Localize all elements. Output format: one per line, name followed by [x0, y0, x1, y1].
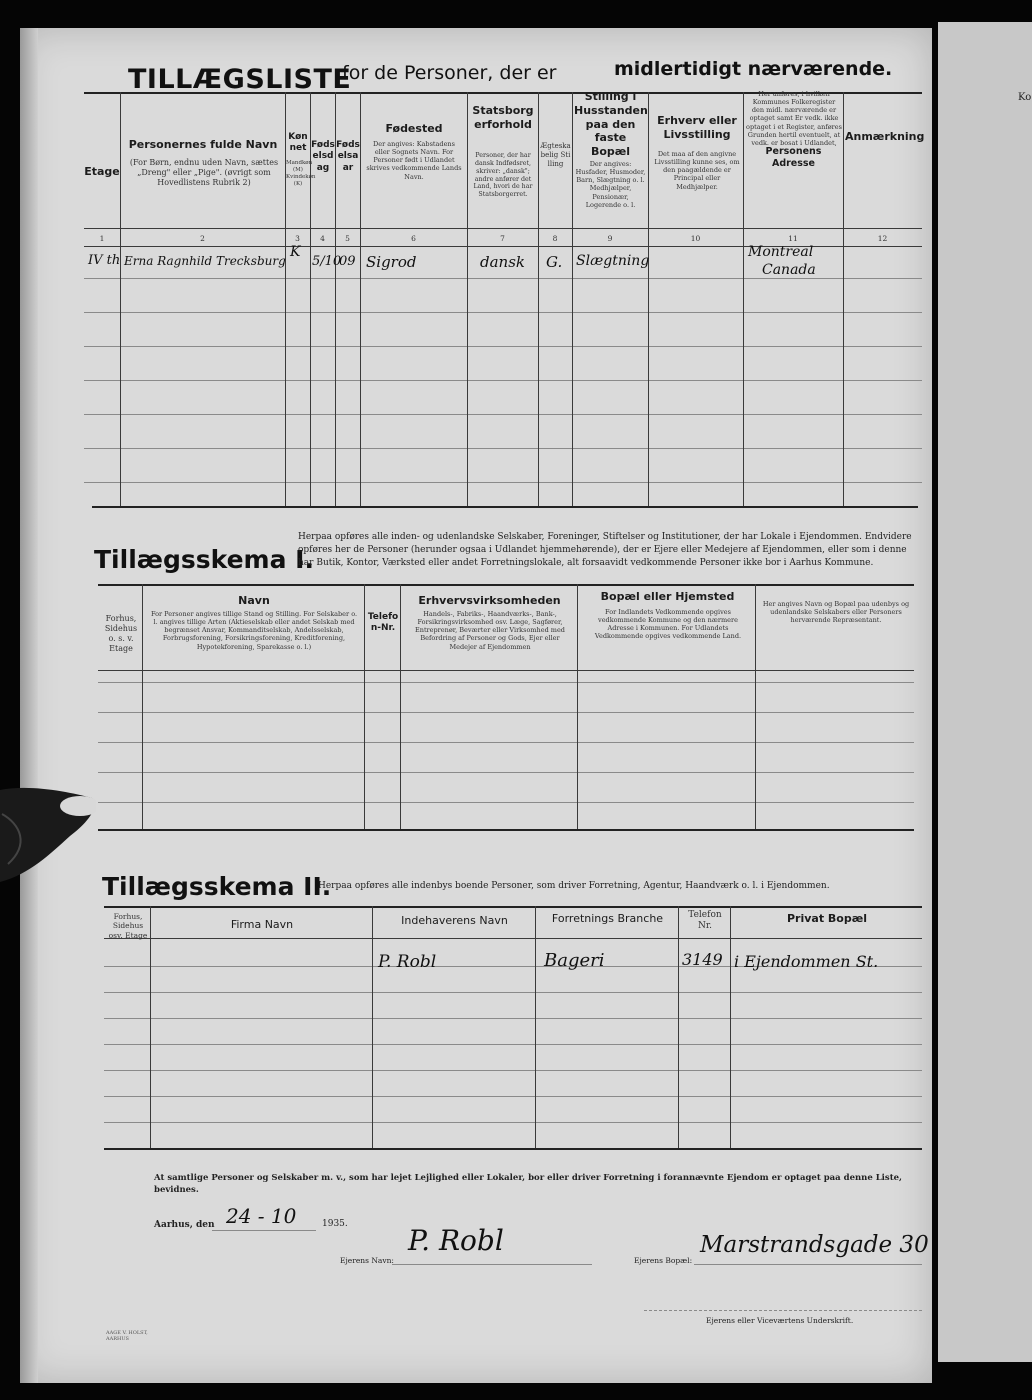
col-num-11: 11 — [788, 234, 798, 243]
col-num-9: 9 — [607, 234, 613, 243]
col-adresse-header: Personens Adresse — [765, 146, 822, 169]
skema1-col-erhverv-sub: Handels-, Fabriks-, Haandværks-, Bank-, Forsikringsvirksomhed osv. Læge, Sagfører, Entreprenør, Beværter eller Virksomhed med Befordring af Personer og Gods, Ejer eller Medejer af Ejendommen — [415, 610, 565, 651]
col-dag-header: Fødselsdag — [311, 140, 335, 173]
row-stilling: Slægtning — [576, 253, 650, 269]
skema2-row-bopael: i Ejendommen St. — [734, 952, 879, 971]
col-num-12: 12 — [877, 234, 888, 243]
date-handwritten: 24 - 10 — [226, 1204, 297, 1228]
owner-address-label: Ejerens Bopæl: — [634, 1256, 693, 1265]
skema1-intro: Herpaa opføres alle inden- og udenlandske Selskaber, Foreninger, Stiftelser og Institutioner, der har Lokale i Ejendommen. Endvidere opføres her de Personer (herunder ogsaa i Udlandet hjemmehørende), der er Ejere eller Medejere af Ejendommen, eller som i denne har Butik, Kontor, Værksted eller andet Forretningslokale, alt forsaavidt vedkommende Personer ikke bor i Aarhus Kommune. — [298, 532, 912, 569]
owner-address-handwritten: Marstrandsgade 30 — [700, 1232, 929, 1258]
col-num-5: 5 — [345, 234, 350, 243]
col-num-2: 2 — [200, 234, 205, 243]
skema1-title: Tillægsskema I. — [94, 545, 314, 574]
col-num-1: 1 — [99, 234, 105, 243]
page-title-bold: midlertidigt nærværende. — [614, 58, 893, 80]
skema2-row-branche: Bageri — [544, 950, 605, 971]
skema1-col-erhverv: Erhvervsvirksomheden — [418, 594, 561, 607]
adjacent-page-text: Ko — [1018, 92, 1032, 103]
col-erhverv-sub: Det maa af den angivne Livsstilling kunne ses, om den paagældende er Principal eller Medhjælper. — [654, 150, 740, 191]
skema1-col-bopael-sub: For Indlandets Vedkommende opgives vedkommende Kommune og den nærmere Adresse i Kommunen. For Udlandets Vedkommende opgives vedkommende Land. — [594, 608, 742, 641]
col-erhverv-header: Erhverv eller Livsstilling — [657, 114, 737, 141]
col-stilling-sub: Der angives: Husfader, Husmoder, Barn, Slægtning o. l. Medhjælper, Pensionær, Logerende o. l. — [575, 160, 646, 209]
owner-signature: P. Robl — [408, 1224, 504, 1257]
col-num-8: 8 — [552, 234, 558, 243]
row-dag: 5/10 — [312, 254, 342, 269]
col-fodested-header: Fødested — [385, 122, 443, 135]
col-navn-sub: (For Børn, endnu uden Navn, sættes „Dreng" eller „Pige". (øvrigt som Hovedlistens Rubrik 2) — [129, 158, 279, 187]
col-num-10: 10 — [690, 234, 701, 243]
skema2-col-tlf: Telefon Nr. — [688, 910, 722, 932]
col-fodested-sub: Der angives: Kabstadens eller Sognets Navn. For Personer født i Udlandet skrives vedkommende Lands Navn. — [366, 140, 462, 181]
row-adresse-line2: Canada — [762, 262, 816, 278]
row-kon: K — [290, 244, 301, 260]
row-adresse-line1: Montreal — [748, 244, 814, 260]
skema1-col-repr: Her angives Navn og Bopæl paa udenbys og udenlandske Selskabers eller Personers herværende Repræsentant. — [762, 600, 910, 625]
skema1-col-etage: Forhus, Sidehus o. s. v. Etage — [104, 614, 138, 653]
skema2-col-etage: Forhus, Sidehus osv. Etage — [108, 912, 148, 940]
col-kon-sub: Mandkøn (M) Kvindekøn (K) — [286, 160, 316, 187]
col-num-6: 6 — [411, 234, 416, 243]
skema2-col-indehaver: Indehaverens Navn — [401, 914, 508, 927]
col-etage-header: Etage — [84, 165, 120, 178]
row-etage: IV th — [88, 253, 121, 268]
city-label: Aarhus, den — [154, 1220, 215, 1230]
page-title-rest: for de Personer, der er — [342, 62, 557, 84]
skema2-row-tlf: 3149 — [682, 950, 723, 969]
col-adresse-sub: Her anføres, i hvilken Kommunes Folkeregister den midl. nærværende er optaget samt Er vedk. ikke optaget i et Register, anføres Grunden hertil eventuelt, at vedk. er bosat i Udlandet, — [746, 90, 842, 146]
binding-edge — [20, 28, 38, 1383]
row-navn: Erna Ragnhild Trecksburg — [124, 254, 286, 268]
row-aegt: G. — [546, 253, 563, 271]
printer-mark: AAGE V. HOLST, AARHUS — [106, 1330, 148, 1342]
skema2-col-firma: Firma Navn — [230, 918, 294, 931]
col-num-4: 4 — [320, 234, 325, 243]
owner-name-label: Ejerens Navn: — [340, 1256, 394, 1265]
skema2-row-indehaver: P. Robl — [378, 952, 437, 972]
row-aar: 09 — [339, 254, 356, 269]
col-aar-header: Fødselsaar — [336, 140, 360, 173]
col-kon-header: Kønnet — [288, 132, 308, 154]
skema2-col-bopael: Privat Bopæl — [786, 912, 868, 925]
year-label: 1935. — [322, 1219, 348, 1229]
skema2-col-branche: Forretnings Branche — [551, 912, 664, 925]
skema1-col-bopael: Bopæl eller Hjemsted — [600, 590, 735, 603]
col-anmaerkning-header: Anmærkning — [845, 130, 925, 143]
signature-caption: Ejerens eller Viceværtens Underskrift. — [706, 1316, 854, 1325]
col-num-3: 3 — [295, 234, 300, 243]
page-title: TILLÆGSLISTE — [128, 64, 352, 95]
skema2-title: Tillægsskema II. — [102, 872, 332, 901]
row-stat: dansk — [480, 253, 525, 271]
page-clip — [0, 784, 96, 884]
col-stilling-header: Stilling i Husstanden paa den faste Bopæl — [574, 90, 648, 158]
attestation-text: At samtlige Personer og Selskaber m. v., som har lejet Lejlighed eller Lokaler, bor eller driver Forretning i forannævnte Ejendom er optaget paa denne Liste, bevidnes. — [154, 1173, 902, 1196]
col-stat-sub: Personer, der har dansk Indfødsret, skriver: „dansk"; andre anfører det Land, hvori de har Statsborgerret. — [473, 152, 533, 199]
skema1-col-navn: Navn — [238, 594, 270, 607]
skema2-intro: Herpaa opføres alle indenbys boende Personer, som driver Forretning, Agentur, Haandværk o. l. i Ejendommen. — [318, 881, 830, 891]
skema1-col-navn-sub: For Personer angives tillige Stand og Stilling. For Selskaber o. l. angives tillige Arten (Aktieselskab eller andet Selskab med begrænset Ansvar, Kommanditselskab, Andelsselskab, Forbrugsforening, Forsikringsforening, Kreditforening, Hypotekforening, Sparekasse o. l.) — [150, 610, 358, 651]
skema1-col-tlf: Telefon-Nr. — [367, 612, 399, 634]
row-fodested: Sigrod — [366, 253, 417, 271]
col-aegt-header: Ægteskabelig Stilling — [540, 142, 571, 168]
col-stat-header: Statsborgerforhold — [472, 104, 534, 131]
col-navn-header: Personernes fulde Navn — [128, 138, 278, 151]
adjacent-page — [938, 22, 1032, 1362]
col-num-7: 7 — [500, 234, 505, 243]
